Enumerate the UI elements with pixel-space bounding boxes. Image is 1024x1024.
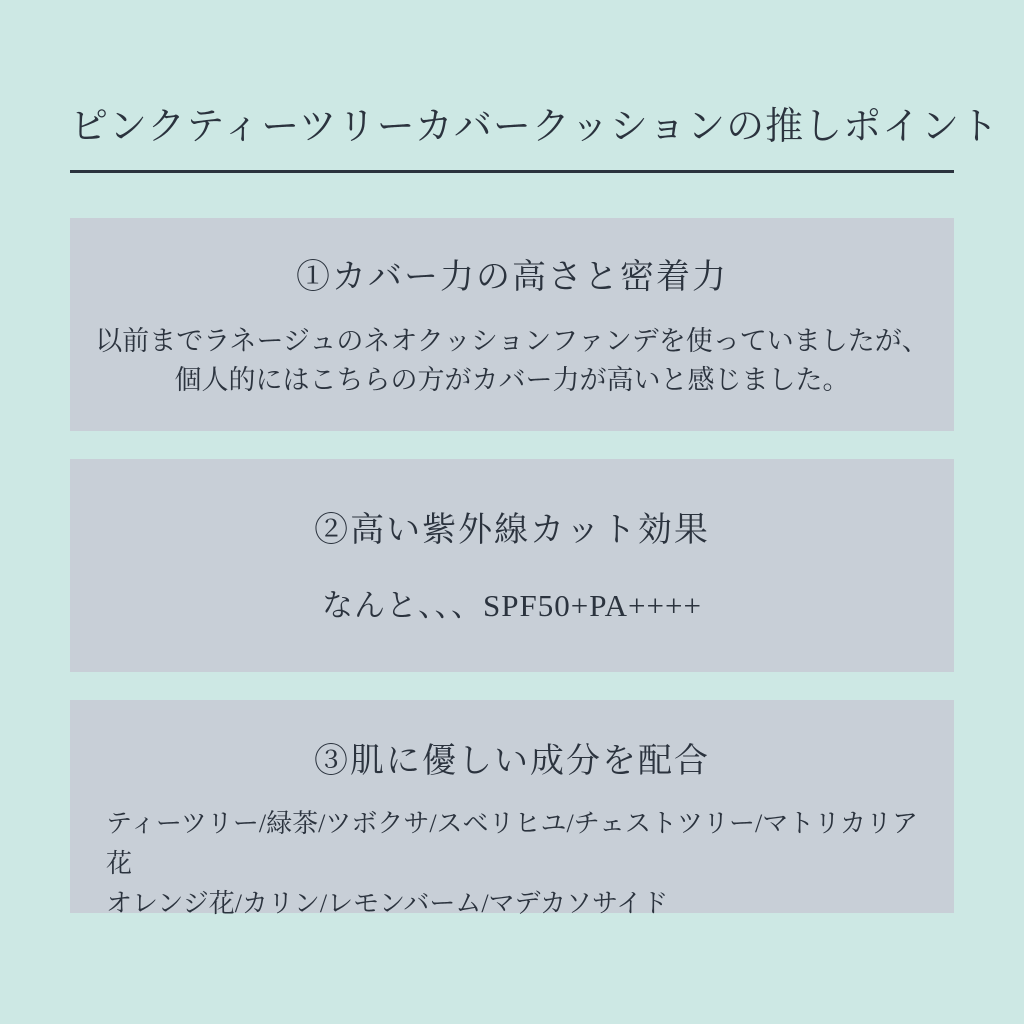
point-card-cover xyxy=(70,218,954,431)
point-3-body xyxy=(70,804,954,924)
header xyxy=(70,104,1000,152)
point-card-ingredients xyxy=(70,700,954,918)
point-2-body xyxy=(322,587,702,624)
point-3-heading: ③肌に優しい成分を配合 xyxy=(314,743,710,780)
point-2-heading: ②高い紫外線カット効果 xyxy=(314,512,710,549)
point-3-body-line-2: オレンジ花/カリン/レモンバーム/マデカソサイド xyxy=(106,888,669,918)
title-underline xyxy=(70,170,954,173)
point-1-body xyxy=(95,322,929,400)
point-1-heading: ①カバー力の高さと密着力 xyxy=(296,259,728,296)
page-title: ピンクティーツリーカバークッションの推しポイント xyxy=(70,106,1000,148)
point-card-uv xyxy=(70,459,954,672)
point-1-body-line-1: 以前までラネージュのネオクッションファンデを使っていましたが、 xyxy=(95,325,929,356)
point-3-body-line-1: ティーツリー/緑茶/ツボクサ/スベリヒユ/チェストツリー/マトリカリア花 xyxy=(106,808,918,878)
point-2-body-line-1: なんと、、、SPF50+PA++++ xyxy=(322,587,702,623)
point-1-body-line-2: 個人的にはこちらの方がカバー力が高いと感じました。 xyxy=(174,364,850,395)
